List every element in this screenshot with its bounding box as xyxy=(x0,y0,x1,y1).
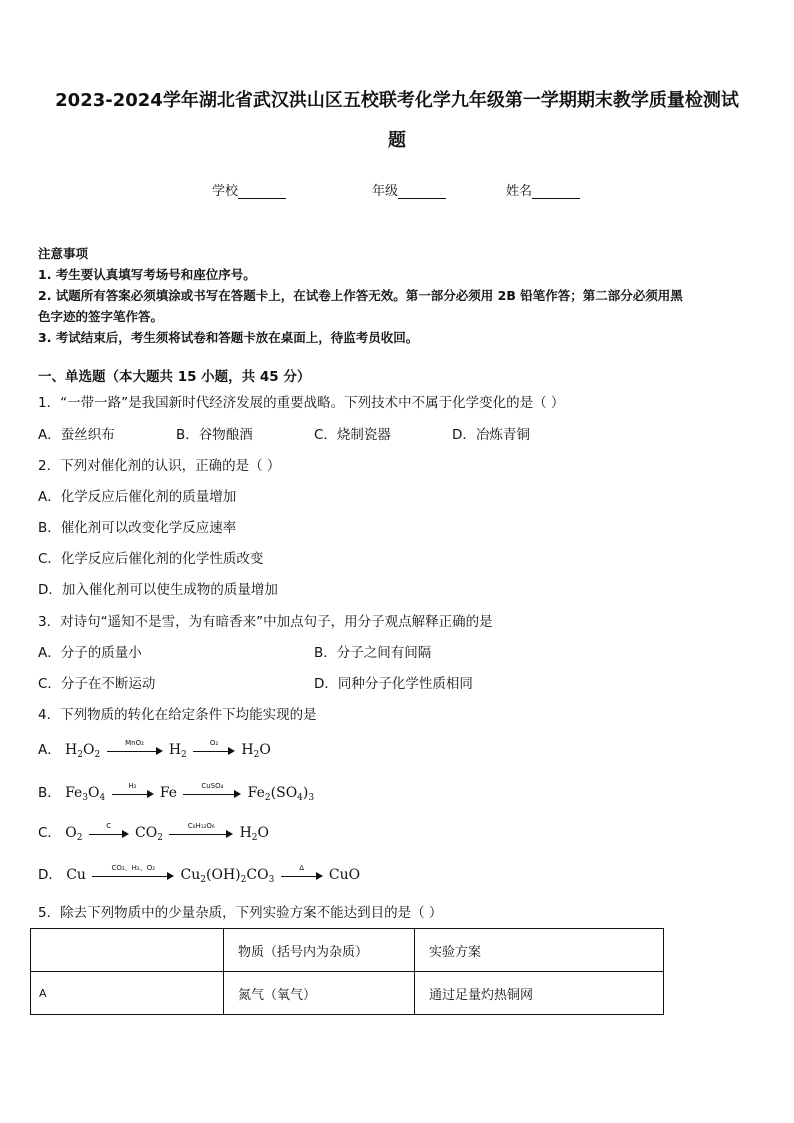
impurity-table xyxy=(30,928,664,1015)
h2-formula: $H_2$ xyxy=(168,742,187,760)
h2o2-formula: $H_2O_2$ xyxy=(65,742,101,760)
q4-option-a[interactable] xyxy=(38,741,271,764)
table-cell: 通过足量灼热铜网 xyxy=(415,972,664,1015)
cuo-formula: CuO xyxy=(328,867,361,883)
cu-formula: Cu xyxy=(66,867,86,883)
reaction-arrow: H₂ xyxy=(112,786,154,800)
name-field[interactable] xyxy=(506,180,580,199)
q4-option-a-label: A． xyxy=(38,742,61,758)
q2-option-a[interactable]: A．化学反应后催化剂的质量增加 xyxy=(38,489,237,505)
cu2oh2co3-formula: $Cu_2(OH)_2CO_3$ xyxy=(180,867,275,885)
q3-option-c[interactable]: C．分子在不断运动 xyxy=(38,676,156,692)
name-blank[interactable] xyxy=(532,184,580,199)
notes-heading: 注意事项 xyxy=(38,246,89,261)
school-label: 学校 xyxy=(212,184,239,199)
q3-option-a[interactable]: A．分子的质量小 xyxy=(38,645,142,661)
notes-item: 3. 考试结束后，考生须将试卷和答题卡放在桌面上，待监考员收回。 xyxy=(38,330,419,345)
reaction-arrow: MnO₂ xyxy=(107,743,163,757)
q3-option-b[interactable]: B．分子之间有间隔 xyxy=(314,645,432,661)
q2-option-d[interactable]: D．加入催化剂可以使生成物的质量增加 xyxy=(38,582,278,598)
table-header-cell xyxy=(31,929,224,972)
o2-formula: $O_2$ xyxy=(65,825,83,843)
table-row xyxy=(31,972,664,1015)
table-cell: A xyxy=(31,972,224,1015)
co2-formula: $CO_2$ xyxy=(135,825,163,843)
q4-option-d[interactable] xyxy=(38,866,360,889)
question-3-stem: 3．对诗句“遥知不是雪，为有暗香来”中加点句子，用分子观点解释正确的是 xyxy=(38,614,493,630)
q2-option-c[interactable]: C．化学反应后催化剂的化学性质改变 xyxy=(38,551,264,567)
notes-item: 2. 试题所有答案必须填涂或书写在答题卡上，在试卷上作答无效。第一部分必须用 2B 铅笔作答；第二部分必须用黑 xyxy=(38,288,683,303)
table-header-cell: 物质（括号内为杂质） xyxy=(224,929,415,972)
q4-option-b[interactable] xyxy=(38,784,314,807)
notes-item: 1. 考生要认真填写考场号和座位序号。 xyxy=(38,267,256,282)
exam-title-line2: 题 xyxy=(388,130,406,151)
q1-option-d[interactable]: D．冶炼青铜 xyxy=(452,427,530,443)
q1-option-b[interactable]: B．谷物酿酒 xyxy=(176,427,253,443)
question-4-stem: 4．下列物质的转化在给定条件下均能实现的是 xyxy=(38,707,317,723)
notes-item: 色字迹的签字笔作答。 xyxy=(38,309,164,324)
name-label: 姓名 xyxy=(506,184,533,199)
fe-formula: Fe xyxy=(159,785,178,801)
fe3o4-formula: $Fe_3O_4$ xyxy=(65,785,106,803)
exam-title-line1: 2023-2024学年湖北省武汉洪山区五校联考化学九年级第一学期期末教学质量检测试 xyxy=(55,90,739,111)
reaction-arrow: CuSO₄ xyxy=(183,786,241,800)
q1-option-c[interactable]: C．烧制瓷器 xyxy=(314,427,391,443)
h2o-formula: $H_2O$ xyxy=(241,742,271,760)
q4-option-c-label: C． xyxy=(38,825,61,841)
q1-option-a[interactable]: A．蚕丝织布 xyxy=(38,427,115,443)
question-1-stem: 1．“一带一路”是我国新时代经济发展的重要战略。下列技术中不属于化学变化的是（ ） xyxy=(38,395,565,411)
school-blank[interactable] xyxy=(238,184,286,199)
q4-option-c[interactable] xyxy=(38,824,269,847)
h2o-formula: $H_2O$ xyxy=(239,825,270,843)
q4-option-d-label: D． xyxy=(38,867,62,883)
table-cell: 氮气（氧气） xyxy=(224,972,415,1015)
q4-option-b-label: B． xyxy=(38,785,61,801)
grade-blank[interactable] xyxy=(398,184,446,199)
q3-option-d[interactable]: D．同种分子化学性质相同 xyxy=(314,676,473,692)
question-2-stem: 2．下列对催化剂的认识，正确的是（ ） xyxy=(38,458,281,474)
reaction-arrow: O₂ xyxy=(193,743,235,757)
table-header-row xyxy=(31,929,664,972)
notes-section xyxy=(38,243,762,348)
reaction-arrow: C₆H₁₂O₆ xyxy=(169,826,233,840)
grade-field[interactable] xyxy=(372,180,446,199)
reaction-arrow: Δ xyxy=(281,868,323,882)
reaction-arrow: CO₂、H₂、O₂ xyxy=(92,868,174,882)
table-header-cell: 实验方案 xyxy=(415,929,664,972)
school-field[interactable] xyxy=(212,180,286,199)
reaction-arrow: C xyxy=(89,826,129,840)
fe2so43-formula: $Fe_2(SO_4)_3$ xyxy=(247,785,315,803)
section-heading: 一、单选题（本大题共 15 小题，共 45 分） xyxy=(38,369,311,385)
grade-label: 年级 xyxy=(372,184,399,199)
q2-option-b[interactable]: B．催化剂可以改变化学反应速率 xyxy=(38,520,237,536)
question-5-stem: 5．除去下列物质中的少量杂质，下列实验方案不能达到目的是（ ） xyxy=(38,905,443,921)
